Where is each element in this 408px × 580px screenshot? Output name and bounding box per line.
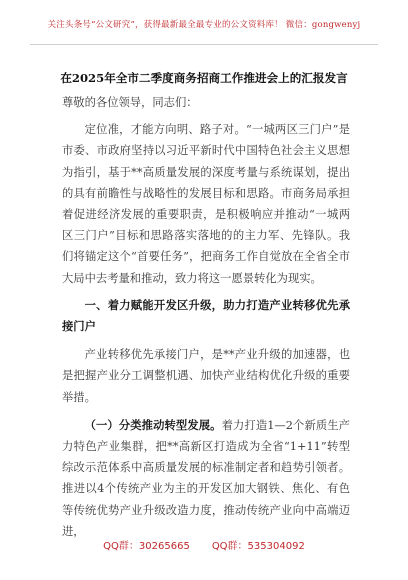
subsection-text-1: 着力打造1—2个新质生产力特色产业集群，把**高新区打造成为全省“1+11”转型综改示范体系中高质量发展的标准制定者和趋势引领者。推进以4个传统产业为主的开发区加大钢铁、焦化、有色等传统优势产业升级改造力度，推动传统产业向中高端迈进， [62,418,350,538]
section-paragraph-1: 产业转移优先承接门户，是**产业升级的加速器，也是把握产业分工调整机遇、加快产业结构优化升级的重要举措。 [62,348,350,404]
subsection-heading-1: （一）分类推动转型发展。 [84,417,222,432]
header-divider [30,44,378,45]
qq-group-2: QQ群：535304092 [211,541,305,552]
qq-group-1: QQ群：30265665 [103,541,190,552]
qq-footer [0,537,408,552]
intro-paragraph: 定位准，才能方向明、路子对。“一城两区三门户”是市委、市政府坚持以习近平新时代中国特色社会主义思想为指引，基于**高质量发展的深度考量与系统谋划，提出的具有前瞻性与战略性的发展目标和思路。市商务局承担着促进经济发展的重要职责，是积极响应并推动“一城两区三门户”目标和思路落实落地的的主力军、先锋队。我们将锚定这个“首要任务”，把商务工作自觉放在全省全市大局中去考量和推动，致力将这一愿景转化为现实。 [62,123,350,285]
salutation: 尊敬的各位领导，同志们： [62,96,198,109]
subsection-paragraph-1 [62,415,350,542]
document-title: 在2025年全市二季度商务招商工作推进会上的汇报发言 [60,71,348,85]
section-heading-1: 一、着力赋能开发区升级，助力打造产业转移优先承接门户 [62,297,350,334]
promo-header: 关注头条号“公文研究”，获得最新最全最专业的公文资料库！ 微信：gongwenyj [47,20,361,30]
document-body [62,92,350,542]
